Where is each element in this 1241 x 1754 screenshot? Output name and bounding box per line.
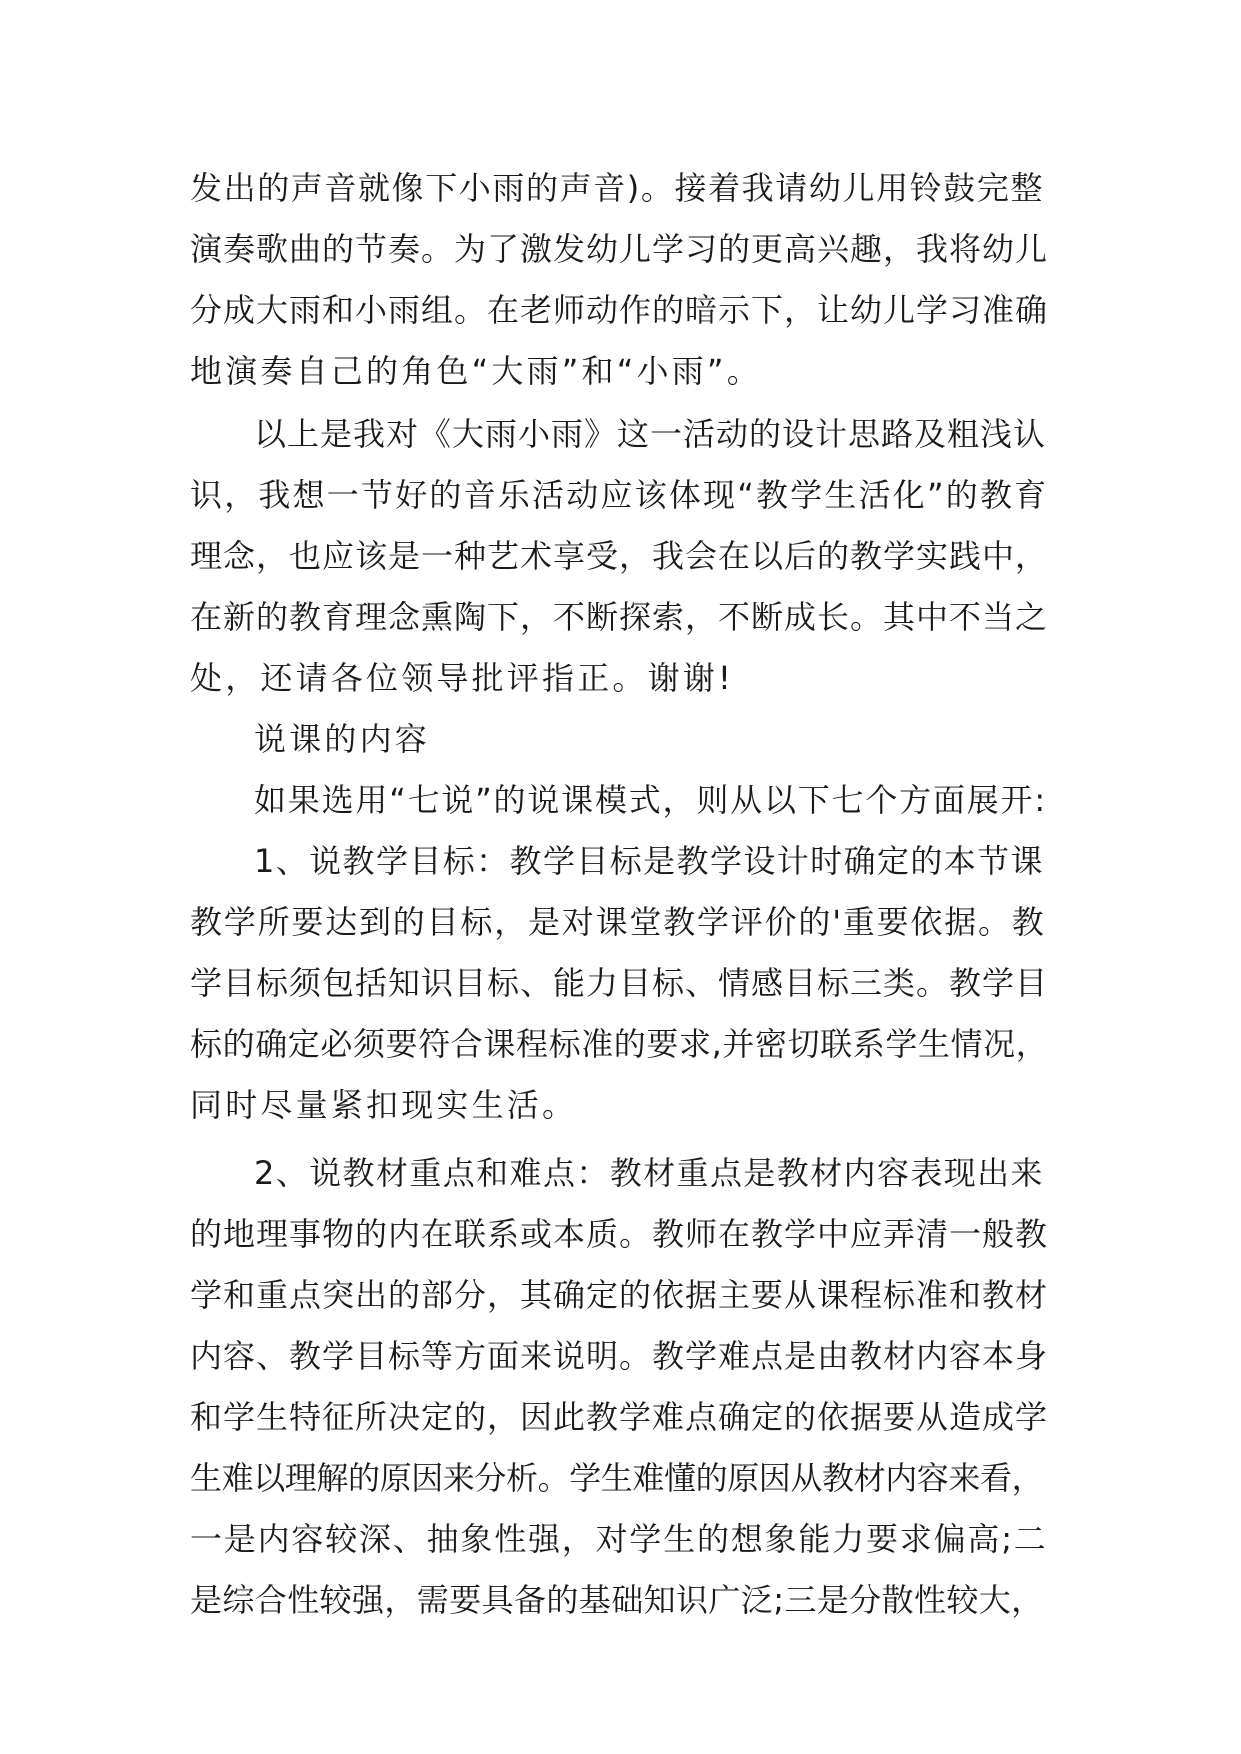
section-heading: 说课的内容 bbox=[254, 720, 431, 758]
text-line: 理念，也应该是一种艺术享受，我会在以后的教学实践中， bbox=[190, 537, 1049, 575]
text-line: 处，还请各位领导批评指正。谢谢! bbox=[190, 659, 735, 697]
text-line: 标的确定必须要符合课程标准的要求,并密切联系学生情况， bbox=[190, 1025, 1049, 1063]
text-line: 识，我想一节好的音乐活动应该体现“教学生活化”的教育 bbox=[190, 476, 1049, 514]
text-line: 教学所要达到的目标，是对课堂教学评价的'重要依据。教 bbox=[190, 903, 1046, 941]
text-line: 学目标须包括知识目标、能力目标、情感目标三类。教学目 bbox=[190, 964, 1049, 1002]
text-line: 的地理事物的内在联系或本质。教师在教学中应弄清一般教 bbox=[190, 1215, 1049, 1253]
text-line: 同时尽量紧扣现实生活。 bbox=[190, 1086, 578, 1124]
paragraph-first-line: 如果选用“七说”的说课模式，则从以下七个方面展开: bbox=[254, 781, 1047, 819]
text-line: 在新的教育理念熏陶下，不断探索，不断成长。其中不当之 bbox=[190, 598, 1049, 636]
text-line: 一是内容较深、抽象性强，对学生的想象能力要求偏高;二 bbox=[190, 1520, 1048, 1558]
text-line: 生难以理解的原因来分析。学生难懂的原因从教材内容来看， bbox=[190, 1459, 1044, 1497]
text-line: 是综合性较强，需要具备的基础知识广泛;三是分散性较大， bbox=[190, 1581, 1044, 1619]
text-line: 发出的声音就像下小雨的声音)。接着我请幼儿用铃鼓完整 bbox=[190, 169, 1045, 207]
paragraph-first-line: 1、说教学目标：教学目标是教学设计时确定的本节课 bbox=[254, 842, 1044, 880]
text-line: 学和重点突出的部分，其确定的依据主要从课程标准和教材 bbox=[190, 1276, 1049, 1314]
text-line: 地演奏自己的角色“大雨”和“小雨”。 bbox=[190, 352, 762, 390]
text-line: 分成大雨和小雨组。在老师动作的暗示下，让幼儿学习准确 bbox=[190, 291, 1049, 329]
paragraph-first-line: 以上是我对《大雨小雨》这一活动的设计思路及粗浅认 bbox=[254, 415, 1047, 453]
paragraph-first-line: 2、说教材重点和难点：教材重点是教材内容表现出来 bbox=[254, 1154, 1044, 1192]
text-line: 内容、教学目标等方面来说明。教学难点是由教材内容本身 bbox=[190, 1337, 1049, 1375]
text-line: 和学生特征所决定的，因此教学难点确定的依据要从造成学 bbox=[190, 1398, 1049, 1436]
text-line: 演奏歌曲的节奏。为了激发幼儿学习的更高兴趣，我将幼儿 bbox=[190, 230, 1049, 268]
